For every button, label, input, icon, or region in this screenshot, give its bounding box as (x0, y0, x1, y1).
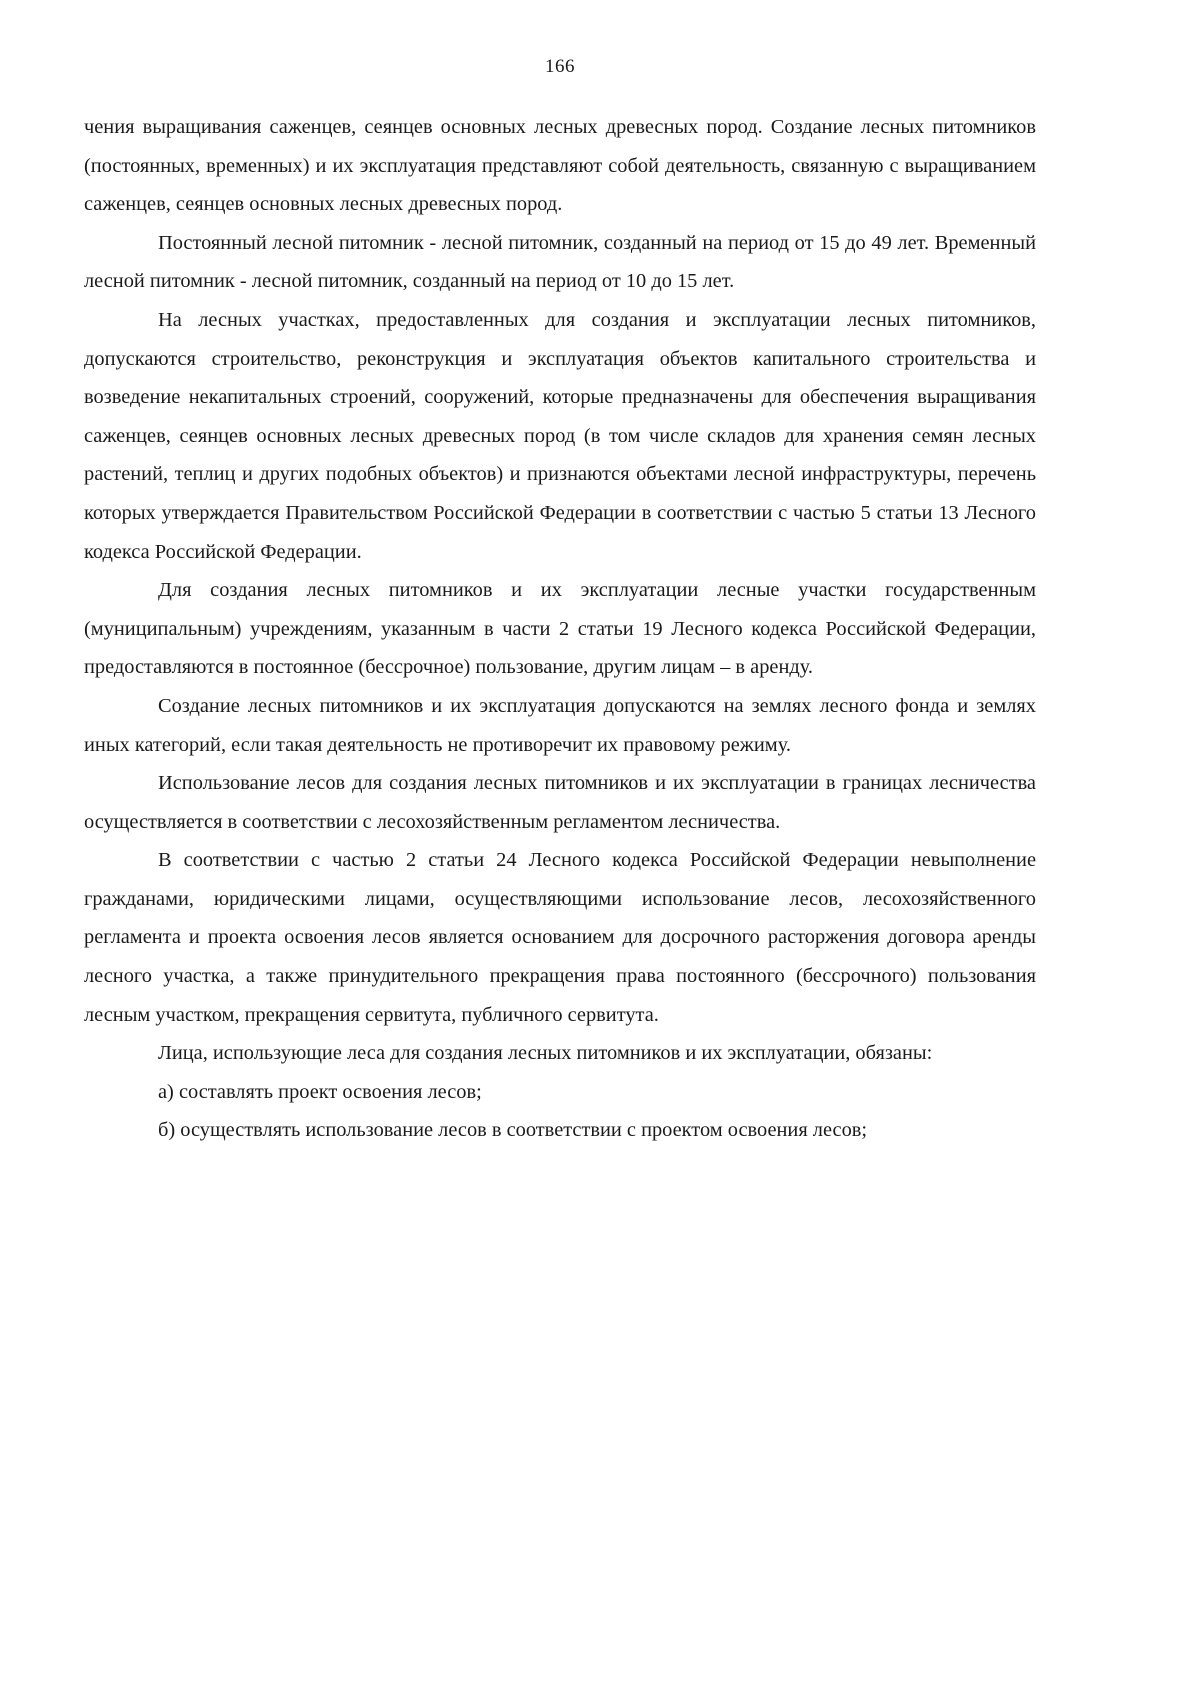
paragraph-infrastructure: На лесных участках, предоставленных для создания и эксплуатации лесных питомников, допускаются строительство, реконструкция и эксплуатация объектов капитального строительства и возведение некапитальных строений, сооружений, которые предназначены для обеспечения выращивания саженцев, сеянцев основных лесных древесных пород (в том числе складов для хранения семян лесных растений, теплиц и других подобных объектов) и признаются объектами лесной инфраструктуры, перечень которых утверждается Правительством Российской Федерации в соответствии с частью 5 статьи 13 Лесного кодекса Российской Федерации. (84, 308, 1036, 563)
paragraph-termination: В соответствии с частью 2 статьи 24 Лесного кодекса Российской Федерации невыполнение гражданами, юридическими лицами, осуществляющими использование лесов, лесохозяйственного регламента и проекта освоения лесов является основанием для досрочного расторжения договора аренды лесного участка, а также принудительного прекращения права постоянного (бессрочного) пользования лесным участком, прекращения сервитута, публичного сервитута. (84, 849, 1036, 1026)
paragraph-obligations: Лица, использующие леса для создания лесных питомников и их эксплуатации, обязаны: (158, 1042, 933, 1065)
list-item-a: а) составлять проект освоения лесов; (158, 1080, 482, 1103)
paragraph-permanent-nursery: Постоянный лесной питомник - лесной питомник, созданный на период от 15 до 49 лет. Временный лесной питомник - лесной питомник, созданный на период от 10 до 15 лет. (84, 231, 1036, 293)
list-item-b: б) осуществлять использование лесов в соответствии с проектом освоения лесов; (158, 1119, 868, 1142)
paragraph-continuation: чения выращивания саженцев, сеянцев основных лесных древесных пород. Создание лесных питомников (постоянных, временных) и их эксплуатация представляют собой деятельность, связанную с выращиванием саженцев, сеянцев основных лесных древесных пород. (84, 116, 1036, 216)
paragraph-forestry-regulation: Использование лесов для создания лесных питомников и их эксплуатации в границах лесничества осуществляется в соответствии с лесохозяйственным регламентом лесничества. (84, 772, 1036, 833)
paragraph-land-provision: Для создания лесных питомников и их эксплуатации лесные участки государственным (муниципальным) учреждениям, указанным в части 2 статьи 19 Лесного кодекса Российской Федерации, предоставляются в постоянное (бессрочное) пользование, другим лицам – в аренду. (84, 579, 1036, 679)
page-number: 166 (545, 56, 575, 77)
paragraph-land-categories: Создание лесных питомников и их эксплуатация допускаются на землях лесного фонда и землях иных категорий, если такая деятельность не противоречит их правовому режиму. (84, 694, 1036, 756)
document-body (84, 108, 1036, 1150)
